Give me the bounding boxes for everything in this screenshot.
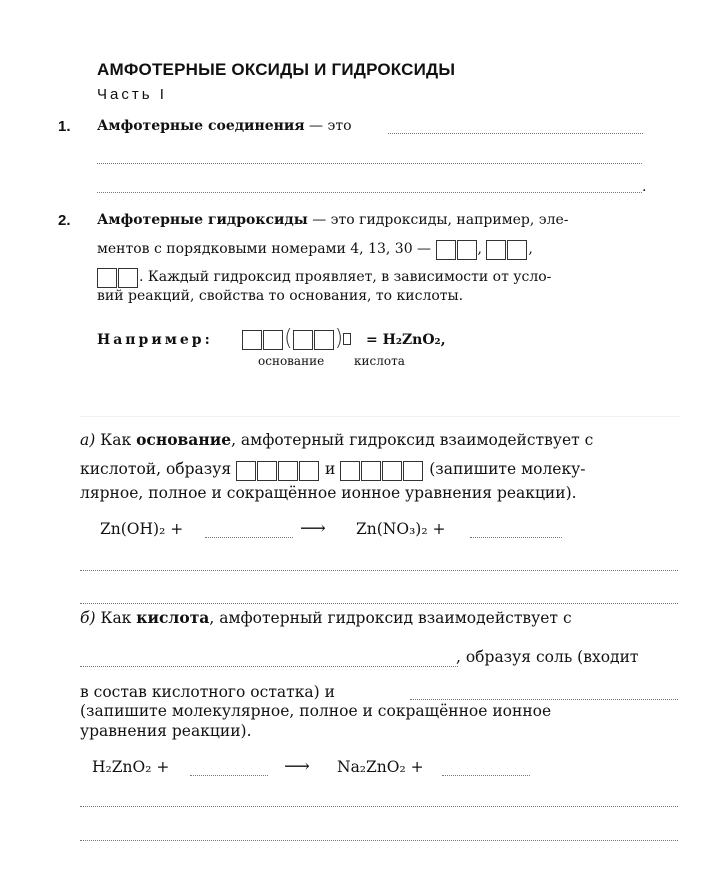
part-a-equation-left: Zn(OH)₂ + xyxy=(100,520,184,538)
example-label: Например: xyxy=(97,332,213,348)
part-a-reagent-blank[interactable] xyxy=(205,537,293,538)
part-a-line-2: кислотой, образуя и (запишите молеку- xyxy=(80,460,586,482)
answer-line-1a[interactable] xyxy=(388,133,643,134)
question-2-term: Амфотерные гидроксиды xyxy=(97,212,308,228)
question-2-line-2: ментов с порядковыми номерами 4, 13, 30 — , , xyxy=(97,240,533,261)
answer-box-water[interactable] xyxy=(340,461,424,482)
question-2-number: 2. xyxy=(58,212,71,229)
page-subtitle: Часть I xyxy=(97,86,167,103)
part-b-answer-line-1[interactable] xyxy=(80,806,678,807)
part-b-line-5: уравнения реакции). xyxy=(80,722,252,740)
part-b-reagent-blank[interactable] xyxy=(190,775,268,776)
part-b-term: кислота xyxy=(136,608,210,627)
part-b-line-4: (запишите молекулярное, полное и сокращённое ионное xyxy=(80,702,552,720)
answer-line-1b[interactable] xyxy=(97,163,642,164)
question-1-text xyxy=(97,118,352,134)
answer-box-index[interactable] xyxy=(343,333,351,345)
answer-box-element-3[interactable] xyxy=(97,268,139,289)
part-a-product-blank[interactable] xyxy=(470,537,562,538)
question-2-line-1: Амфотерные гидроксиды — это гидроксиды, например, эле- xyxy=(97,212,569,228)
part-b-equation-left: H₂ZnO₂ + xyxy=(92,758,170,776)
answer-box-group[interactable] xyxy=(293,330,335,351)
part-b-arrow: ⟶ xyxy=(284,756,310,777)
answer-line-1c[interactable] xyxy=(97,192,642,193)
part-b-answer-line-2[interactable] xyxy=(80,840,678,841)
answer-box-metal[interactable] xyxy=(242,330,284,351)
answer-box-element-1[interactable] xyxy=(436,240,478,261)
label-base: основание xyxy=(258,354,325,368)
section-divider xyxy=(80,416,680,417)
answer-box-element-2[interactable] xyxy=(486,240,528,261)
part-a-letter: а) xyxy=(80,431,96,449)
part-b-water-blank[interactable] xyxy=(410,699,678,700)
part-b-reagent-line[interactable] xyxy=(80,666,458,667)
part-b-line-2: , образуя соль (входит xyxy=(456,648,639,666)
part-a-line-3: лярное, полное и сокращённое ионное уравнения реакции). xyxy=(80,484,577,502)
part-b-letter: б) xyxy=(80,609,96,627)
answer-box-salt[interactable] xyxy=(236,461,320,482)
question-1-number: 1. xyxy=(58,118,71,135)
part-a-line-1: а) Как основание, амфотерный гидроксид взаимодействует с xyxy=(80,430,594,449)
page-title: АМФОТЕРНЫЕ ОКСИДЫ И ГИДРОКСИДЫ xyxy=(97,60,456,79)
question-2-line-4: вий реакций, свойства то основания, то кислоты. xyxy=(97,288,464,304)
part-b-line-3: в состав кислотного остатка) и xyxy=(80,683,335,701)
question-1-term: Амфотерные соединения xyxy=(97,118,305,134)
question-1-rest: — это xyxy=(304,118,352,134)
part-b-product-blank[interactable] xyxy=(442,775,530,776)
question-1-end-period: . xyxy=(642,179,647,195)
part-a-answer-line-2[interactable] xyxy=(80,603,678,604)
part-a-arrow: ⟶ xyxy=(300,518,326,539)
example-formula: ( ) xyxy=(242,326,352,351)
part-a-term: основание xyxy=(136,430,232,449)
part-a-answer-line-1[interactable] xyxy=(80,570,678,571)
question-2-line-3: . Каждый гидроксид проявляет, в зависимости от усло- xyxy=(97,268,551,289)
label-acid: кислота xyxy=(354,354,405,368)
example-result: = H₂ZnO₂, xyxy=(366,332,446,348)
part-a-equation-right: Zn(NO₃)₂ + xyxy=(356,520,446,538)
part-b-equation-right: Na₂ZnO₂ + xyxy=(337,758,424,776)
part-b-line-1: б) Как кислота, амфотерный гидроксид взаимодействует с xyxy=(80,608,572,627)
